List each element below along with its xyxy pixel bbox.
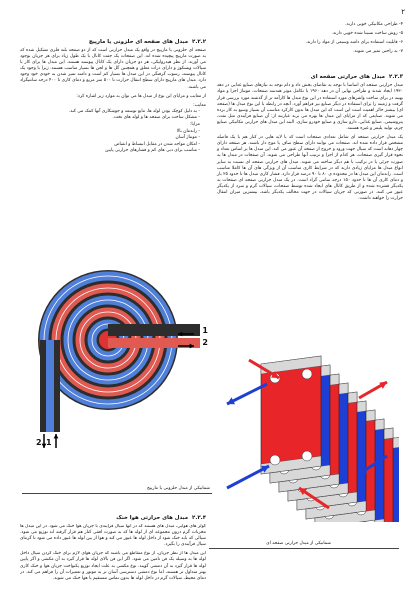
spiral-heat-exchanger-figure bbox=[30, 262, 210, 467]
spiral-exchanger-drawing bbox=[30, 262, 210, 467]
section-number: ۲.۲.۲ bbox=[192, 39, 206, 45]
feature-list bbox=[217, 22, 403, 55]
figure-caption: شماتیکی از مبدل حرارتی صفحه ای bbox=[266, 541, 331, 546]
section-title: مبدل های صفحه ای حلزونی یا مارپیچ bbox=[88, 39, 189, 45]
page-number: ۲ bbox=[401, 8, 405, 16]
section-heading bbox=[217, 73, 403, 81]
figure-label-2: 2 bbox=[202, 338, 208, 347]
vertical-pipe bbox=[46, 340, 54, 432]
list-item: ۴- طراحی مکانیکی خوبی دارند. bbox=[345, 22, 403, 27]
left-column bbox=[20, 22, 206, 155]
figure-label-1: 1 bbox=[202, 326, 208, 335]
figure-label-1: 1 bbox=[46, 438, 52, 447]
flow-arrow-head bbox=[54, 434, 59, 438]
paragraph: مبدل حرارتی صفحه ای اساسا با توجه به تقاضای بخش داد و دام توجه به نیازهای صنایع غذایی در دهه ۱۹۳۰ ایجاد شدند و طراحی نهایی آن در دهه ۱۹۶۰ با تکامل موثر هندسه صفحات، مونتاژ اجزا و مواد بهینه در برای ساخت واشرهای مورد استفاده در این نوع مبدل ها کارآمد تر از گذشته مورد بررسی قرار گرفت و زمینه را برای استفاده در دیگر صنایع نیز فراهم آورد. آنچه در رابطه با این نوع مبدل ها (صفحه ای) بیشتر حائز اهمیت است این است که این مبدل ها بدون کارکرد مناسب آن بسیار وسیع به کار برده می شوند. صنایعی که از مزایای این مبدل ها بهره می برند عبارتند از: آن صنایع فرآیندی مثل نفت، پتروشیمی، صنایع غذایی، دارو سازی و صنایع خودرو سازی. البته این مبدل های حرارتی مکانیکی صنایع چرم، تولید پلیمر و غیره هستند. bbox=[217, 83, 403, 132]
plate-heat-exchanger-figure bbox=[209, 338, 399, 522]
section-number: ۲.۲.۳ bbox=[389, 74, 403, 81]
paragraph: صفحه ای حلزونی یا مارپیچ در واقع یک مبدل حرارتی است که از دو صفحه بلند فلزی تشکیل شده که به صورت مارپیچ پیچیده شده اند. این صفحات یک جفت کانال با یک طول زیاد برای هر جریان بوجود می آورند. از نظر هیدرولیکی، هر دو جریان دارای یک کانال پیوسته هستند. این مبدل ها برای کار با سیالات ویسکوز و دارای ذرات معلق و همچنین گل ها و لجن ها بسیار مناسب هستند. زیرا با وجود یک کانال پیوسته، رسوب گرفتگی در این مبدل ها بسیار کم است و دامنه تمیز شدن به خودی خود وجود دارد. مبدل های مارپیچ دارای سطح انتقال حرارت تا ۵۰۰ متر مربع و دمای کاری تا ۴۰۰ درجه سانتیگراد می باشند. bbox=[20, 48, 206, 90]
port-hole bbox=[302, 369, 312, 379]
section-title: مبدل های حرارتی هوا خنک bbox=[116, 515, 189, 521]
list-item: مزایا: bbox=[189, 122, 200, 128]
caption-rule bbox=[22, 493, 212, 494]
section-heading bbox=[20, 38, 206, 46]
list-item: ۶- قابلیت استفاده برای دامنه وسیعی از مواد را دارند. bbox=[305, 40, 403, 46]
section-number: ۲.۲.۴ bbox=[192, 515, 206, 521]
pros-cons-list bbox=[20, 109, 206, 155]
paragraph: از معایب و مزایای این نوع از مبدل ها می توان به موارد زیر اشاره کرد: bbox=[76, 93, 206, 99]
right-column bbox=[217, 22, 403, 205]
list-item: ۵- روش ساخت نسبتا شده خوبی دارند. bbox=[331, 31, 403, 37]
list-item: ۷- به راحتی تمیز می شوند. bbox=[353, 49, 403, 55]
paragraph: این مبدل ها از نظر جریان، از نوع متقاطع می باشند که جریان هوای لازم برای خنک کردن سیال داخل لوله ها به وسیله یک فن تامین می شود. اگر این فن بالای لوله ها قرار گیرد به آن مکشی و اگر پایین لوله ها قرار گیرد به آن دمشی گویند. نوع مکشی به علت ایجاد توزیع یکنواخت جریان هوا و خنک کاری بهتر متداول تر هستند، اما نوع دمشی دسترسی آسان تر به موتور و تعمیرات آن را فراهم می کند. در دمای محیط، سیالات گرم در داخل لوله ها بدون تماس مستقیم با هوا خنک می شوند. bbox=[20, 551, 206, 581]
port-hole bbox=[270, 455, 280, 465]
caption-rule bbox=[209, 548, 399, 549]
list-heading: معایب: bbox=[193, 102, 206, 108]
left-column-bottom bbox=[20, 512, 206, 585]
paragraph: یک مبدل حرارتی صفحه ای شامل تعدادی صفحات است که با لایه هایی در کنار هم با یک فاصله مشخص قرار داده شده اند. صفحات می توانند دارای سطح صاف یا موج دار باشند. هر صفحه دارای چهار دهانه است که سیال جهت ورود و خروج از صفحه آن عبور می کند. این مبدل ها بر اساس تعداد و نحوه قرار گیری صفحات، هر کدام از اجزا و ترتیب آنها طراحی می شوند. آن صفحات در مبدل ها به صورت جزئی یا در ترکیب با هم دیگر ساخته می شوند. مبدل های حرارتی صفحه ای نسبت به سایر انواع مبدل ها مزایای زیادی دارند که در شرایط کاری مناسب آن از ویژگی های آن ها کاملا مناسب است. راندمان این مبدل ها در محدوده ی ۸۰ تا ۹۰ درصد قرار دارد. فشار کاری مبدل ها تا حدود ۲۵ بار و دمای کاری آن ها تا حدود ۱۵۰ درجه سانتی گراد است. در یک مبدل حرارتی صفحه ای صفحات به یکدیگر فشرده شده و از طریق کانال های ایجاد شده توسط صفحات، سیالات گرم و سرد از یکدیگر عبور می کنند. در صورتی که جریان سیالات در جهت مخالف یکدیگر باشد، بیشترین میزان انتقال حرارت را خواهند داشت. bbox=[217, 135, 403, 202]
list-item: - به دلیل کوچک بودن لوله ها، مانع توسعه و جوشکاری آنها کمک می کند. bbox=[68, 108, 200, 114]
section-title: مبدل های حرارتی صفحه ای bbox=[310, 74, 386, 81]
paragraph: کولر های هوایی، مبدل های هستند که در آنها سیال فرآیندی با جریان هوا خنک می شود. در این مبدل ها مخزنات گرم درون مجموعه ای از لوله ها که به صورت افقی کنار هم قرار گرفته اند توزیع می شود. سیالی که باید خنک شود از داخل لوله ها عبور می کند و هوا از بین لوله ها عبور داده می شود تا گرمای سیال فرآیندی را بگیرد. bbox=[20, 524, 206, 548]
list-item: - مشکل ساخت برای صفحه ها و لوله های تخت. bbox=[112, 115, 200, 121]
flow-arrow-shaft bbox=[227, 466, 269, 488]
list-item: - مناسب برای دبی های کم و فشارهای حرارتی پایین bbox=[105, 148, 200, 154]
figure-label-2: 2 bbox=[36, 438, 42, 447]
plate-exchanger-drawing bbox=[209, 338, 399, 522]
section-heading bbox=[20, 514, 206, 522]
list-item: - راندمان بالا bbox=[176, 128, 200, 134]
list-item: - امکان مواجه شدن در مقابل انبساط و انقباض bbox=[114, 141, 200, 147]
list-item: - مونتاژ آسان bbox=[175, 135, 200, 141]
figure-caption: شماتیکی از مبدل حلزونی یا مارپیچ bbox=[146, 486, 210, 491]
port-hole bbox=[302, 451, 312, 461]
